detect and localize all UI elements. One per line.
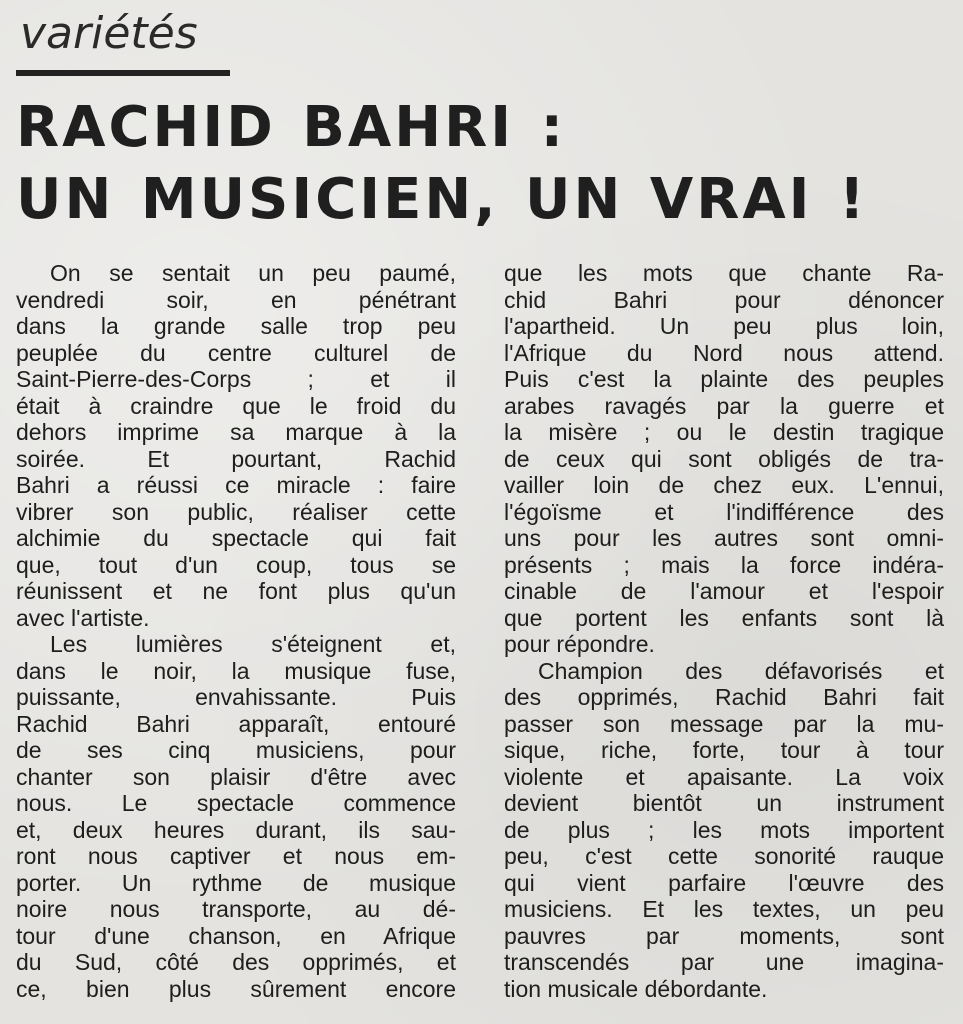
text-line: réunissent et ne font plus qu'un: [16, 578, 456, 604]
text-line: l'égoïsme et l'indifférence des: [504, 498, 944, 525]
text-line: qui vient parfaire l'œuvre des: [504, 869, 944, 896]
article-column-left: [16, 260, 456, 1002]
text-line: porter. Un rythme de musique: [16, 869, 456, 896]
text-line: de plus ; les mots importent: [504, 816, 944, 843]
text-line: uns pour les autres sont omni-: [504, 525, 944, 551]
text-line: chid Bahri pour dénoncer: [504, 286, 944, 313]
text-line: violente et apaisante. La voix: [504, 763, 944, 790]
text-line: alchimie du spectacle qui fait: [16, 525, 456, 551]
text-line: ce, bien plus sûrement encore: [16, 975, 456, 1002]
text-line: transcendés par une imagina-: [504, 949, 944, 975]
headline-line-1: RACHID BAHRI :: [16, 95, 566, 160]
text-line: du Sud, côté des opprimés, et: [16, 949, 456, 975]
text-line: peu, c'est cette sonorité rauque: [504, 843, 944, 869]
text-line: dans la grande salle trop peu: [16, 313, 456, 339]
text-line: de ses cinq musiciens, pour: [16, 737, 456, 763]
text-line: et, deux heures durant, ils sau-: [16, 816, 456, 843]
headline-line-2: UN MUSICIEN, UN VRAI !: [16, 167, 868, 232]
text-line: que les mots que chante Ra-: [504, 260, 944, 286]
text-line: Rachid Bahri apparaît, entouré: [16, 710, 456, 737]
rubric-underline: [16, 70, 230, 76]
text-line: tour d'une chanson, en Afrique: [16, 922, 456, 949]
text-line: pour répondre.: [504, 631, 655, 657]
text-line: l'apartheid. Un peu plus loin,: [504, 313, 944, 339]
text-line: l'Afrique du Nord nous attend.: [504, 339, 944, 366]
text-line: vendredi soir, en pénétrant: [16, 286, 456, 313]
text-line: vibrer son public, réaliser cette: [16, 498, 456, 525]
text-line: arabes ravagés par la guerre et: [504, 392, 944, 419]
text-line: Bahri a réussi ce miracle : faire: [16, 472, 456, 498]
text-line: sique, riche, forte, tour à tour: [504, 737, 944, 763]
text-line: des opprimés, Rachid Bahri fait: [504, 684, 944, 710]
text-line: pauvres par moments, sont: [504, 922, 944, 949]
section-rubric: variétés: [20, 8, 198, 59]
text-line: passer son message par la mu-: [504, 710, 944, 737]
text-line: Puis c'est la plainte des peuples: [504, 366, 944, 392]
text-line: puissante, envahissante. Puis: [16, 684, 456, 710]
text-line: Les lumières s'éteignent et,: [50, 631, 456, 657]
text-line: chanter son plaisir d'être avec: [16, 763, 456, 790]
text-line: que, tout d'un coup, tous se: [16, 551, 456, 578]
text-line: avec l'artiste.: [16, 604, 150, 631]
text-line: tion musicale débordante.: [504, 975, 768, 1002]
text-line: cinable de l'amour et l'espoir: [504, 578, 944, 604]
text-line: noire nous transporte, au dé-: [16, 896, 456, 922]
text-line: nous. Le spectacle commence: [16, 790, 456, 816]
text-line: que portent les enfants sont là: [504, 604, 944, 631]
article-column-right: [504, 260, 944, 1002]
text-line: soirée. Et pourtant, Rachid: [16, 445, 456, 472]
text-line: dans le noir, la musique fuse,: [16, 657, 456, 684]
article-headline: [16, 92, 951, 236]
text-line: devient bientôt un instrument: [504, 790, 944, 816]
text-line: dehors imprime sa marque à la: [16, 419, 456, 445]
text-line: On se sentait un peu paumé,: [50, 260, 456, 286]
text-line: peuplée du centre culturel de: [16, 339, 456, 366]
text-line: la misère ; ou le destin tragique: [504, 419, 944, 445]
text-line: vailler loin de chez eux. L'ennui,: [504, 472, 944, 498]
text-line: Champion des défavorisés et: [538, 657, 944, 684]
text-line: musiciens. Et les textes, un peu: [504, 896, 944, 922]
text-line: présents ; mais la force indéra-: [504, 551, 944, 578]
text-line: Saint-Pierre-des-Corps ; et il: [16, 366, 456, 392]
text-line: ront nous captiver et nous em-: [16, 843, 456, 869]
text-line: de ceux qui sont obligés de tra-: [504, 445, 944, 472]
text-line: était à craindre que le froid du: [16, 392, 456, 419]
